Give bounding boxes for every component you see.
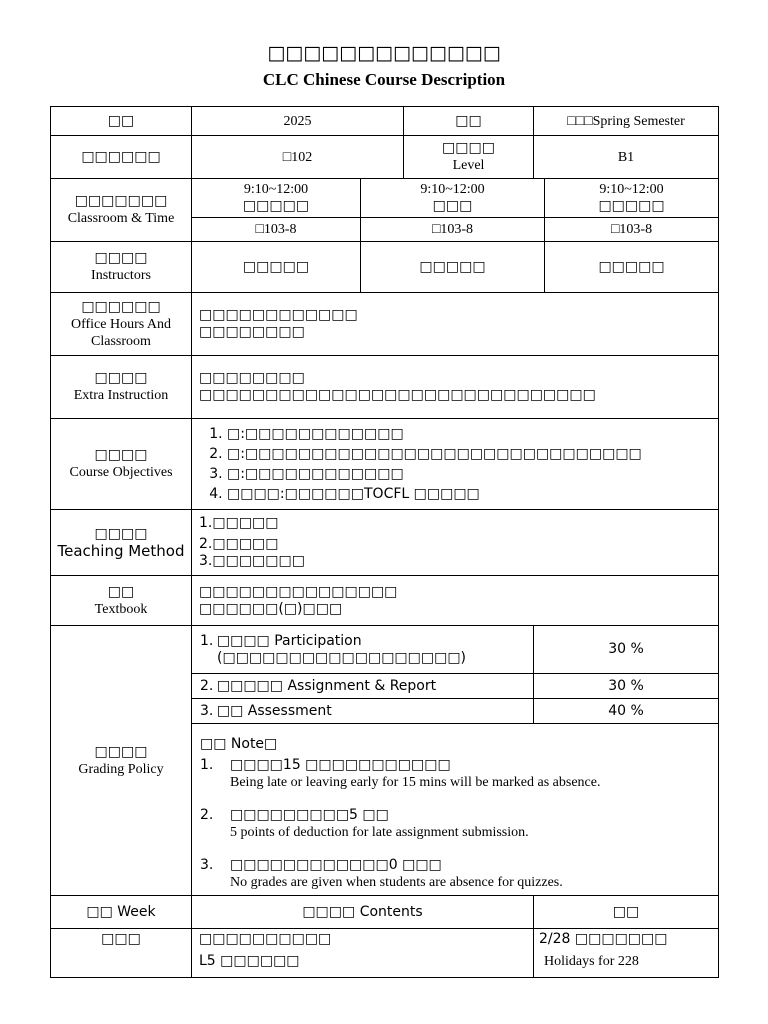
session-1-time	[192, 179, 361, 218]
textbook-label-zh: □□	[107, 583, 135, 600]
objective-item-4: 4. □□□□:□□□□□□TOCFL □□□□□	[227, 486, 718, 503]
schedule-notes-header: □□	[534, 896, 719, 929]
schedule-row-1-contents	[192, 929, 534, 978]
grading-item-assessment	[192, 699, 534, 724]
session-1-hours: 9:10~12:00	[243, 182, 309, 197]
grading-item-3-percent: 40 %	[534, 699, 719, 724]
teaching-method-label-zh: □□□□	[94, 525, 148, 542]
classroom-label-zh: □□□□□□□	[74, 193, 168, 209]
course-description-table	[50, 106, 719, 978]
schedule-row-1-contents-line-1: □□□□□□□□□□	[199, 931, 332, 947]
year-value: 2025	[192, 107, 404, 136]
page-title-chinese: □□□□□□□□□□□□□	[267, 42, 501, 64]
objectives-list	[192, 426, 718, 503]
grading-label-zh: □□□□	[94, 743, 148, 760]
semester-value: □□□Spring Semester	[534, 107, 719, 136]
grading-item-3-label: □□ Assessment	[216, 702, 332, 719]
classroom-label	[51, 179, 192, 242]
grading-item-1-num: 1.	[200, 632, 214, 649]
grading-note-2-en: 5 points of deduction for late assignment submission.	[230, 825, 529, 840]
level-label	[404, 136, 534, 179]
teaching-method-value	[192, 510, 719, 576]
textbook-label-en: Textbook	[94, 601, 148, 617]
objective-item-2: 2. □:□□□□□□□□□□□□□□□□□□□□□□□□□□□□□□	[227, 446, 718, 463]
objectives-label-en: Course Objectives	[69, 465, 173, 480]
session-3-room: □103-8	[545, 218, 719, 242]
teaching-method-label-en: Teaching Method	[57, 541, 185, 560]
grading-note-2-num: 2.	[200, 807, 214, 823]
textbook-line-2: □□□□□□(□)□□□	[199, 600, 343, 617]
course-value: □102	[192, 136, 404, 179]
course-label: □□□□□□	[51, 136, 192, 179]
semester-label: □□	[404, 107, 534, 136]
page-title: CLC Chinese Course Description	[262, 70, 506, 89]
grading-item-participation	[192, 626, 534, 674]
schedule-row-1-notes	[534, 929, 719, 978]
instructors-label-zh: □□□□	[94, 250, 148, 266]
grading-item-3-num: 3.	[200, 702, 214, 719]
objectives-value	[192, 419, 719, 510]
grading-label	[51, 626, 192, 896]
extra-instruction-label-en: Extra Instruction	[73, 388, 169, 403]
office-hours-value	[192, 293, 719, 356]
grading-label-en: Grading Policy	[78, 761, 164, 777]
grading-note-1	[200, 757, 710, 791]
grading-item-2-num: 2.	[200, 677, 214, 694]
grading-note-1-zh: □□□□15 □□□□□□□□□□□	[230, 757, 451, 773]
schedule-week-header: □□ Week	[51, 896, 192, 929]
grading-item-2-percent: 30 %	[534, 674, 719, 699]
grading-item-1-sub: (□□□□□□□□□□□□□□□□□□)	[217, 649, 467, 666]
schedule-row-1-note-line-2: Holidays for 228	[544, 954, 639, 969]
schedule-row-1-week: □□□	[51, 929, 192, 978]
grading-note-2-zh: □□□□□□□□□5 □□	[230, 807, 389, 823]
grading-item-assignment	[192, 674, 534, 699]
grading-item-1-percent: 30 %	[534, 626, 719, 674]
level-label-en: Level	[452, 158, 485, 173]
level-label-zh: □□□□	[442, 140, 495, 156]
teaching-method-label	[51, 510, 192, 576]
grading-note-1-en: Being late or leaving early for 15 mins will be marked as absence.	[230, 775, 601, 790]
instructor-3: □□□□□	[545, 242, 719, 293]
teaching-method-item-2: 2.□□□□□	[199, 536, 279, 552]
session-2-time	[361, 179, 545, 218]
grading-note-3	[200, 857, 710, 891]
office-hours-label-en: Office Hours And Classroom	[70, 316, 172, 349]
textbook-value	[192, 576, 719, 626]
grading-note-3-en: No grades are given when students are absence for quizzes.	[230, 875, 563, 890]
session-2-room: □103-8	[361, 218, 545, 242]
extra-instruction-label	[51, 356, 192, 419]
objectives-label	[51, 419, 192, 510]
objective-item-1: 1. □:□□□□□□□□□□□□	[227, 426, 718, 443]
extra-instruction-line-1: □□□□□□□□	[199, 370, 305, 386]
extra-instruction-value	[192, 356, 719, 419]
classroom-label-en: Classroom & Time	[67, 211, 175, 226]
grading-note-3-num: 3.	[200, 857, 214, 873]
office-hours-line-1: □□□□□□□□□□□□	[199, 307, 358, 323]
session-3-time	[545, 179, 719, 218]
objectives-label-zh: □□□□	[94, 447, 148, 463]
textbook-line-1: □□□□□□□□□□□□□□□	[199, 583, 398, 600]
session-2-day: □□□	[432, 198, 473, 214]
textbook-label	[51, 576, 192, 626]
year-label: □□	[51, 107, 192, 136]
session-3-hours: 9:10~12:00	[599, 182, 664, 197]
office-hours-line-2: □□□□□□□□	[199, 324, 305, 340]
session-2-hours: 9:10~12:00	[420, 182, 485, 197]
extra-instruction-label-zh: □□□□	[94, 370, 148, 386]
office-hours-label	[51, 293, 192, 356]
instructors-label	[51, 242, 192, 293]
grading-note-3-zh: □□□□□□□□□□□□0 □□□	[230, 857, 442, 873]
grading-note-title: □□ Note□	[200, 736, 278, 752]
grading-item-1-label: □□□□ Participation	[216, 632, 362, 649]
schedule-row-1-note-line-1: 2/28 □□□□□□□	[539, 931, 668, 947]
instructors-label-en: Instructors	[91, 268, 151, 283]
instructor-1: □□□□□	[192, 242, 361, 293]
session-1-day: □□□□□	[242, 198, 310, 214]
teaching-method-item-1: 1.□□□□□	[199, 515, 279, 531]
extra-instruction-line-2: □□□□□□□□□□□□□□□□□□□□□□□□□□□□□□	[199, 387, 596, 403]
objective-item-3: 3. □:□□□□□□□□□□□□	[227, 466, 718, 483]
office-hours-label-zh: □□□□□□	[81, 298, 161, 315]
level-value: B1	[534, 136, 719, 179]
grading-item-2-label: □□□□□ Assignment & Report	[216, 677, 437, 694]
grading-notes	[192, 724, 719, 896]
teaching-method-item-3: 3.□□□□□□□	[199, 553, 305, 569]
schedule-row-1-contents-line-2: L5 □□□□□□	[199, 953, 300, 969]
schedule-contents-header: □□□□ Contents	[192, 896, 534, 929]
grading-note-1-num: 1.	[200, 757, 214, 773]
instructor-2: □□□□□	[361, 242, 545, 293]
session-3-day: □□□□□	[598, 198, 665, 214]
session-1-room: □103-8	[192, 218, 361, 242]
grading-note-2	[200, 807, 710, 841]
